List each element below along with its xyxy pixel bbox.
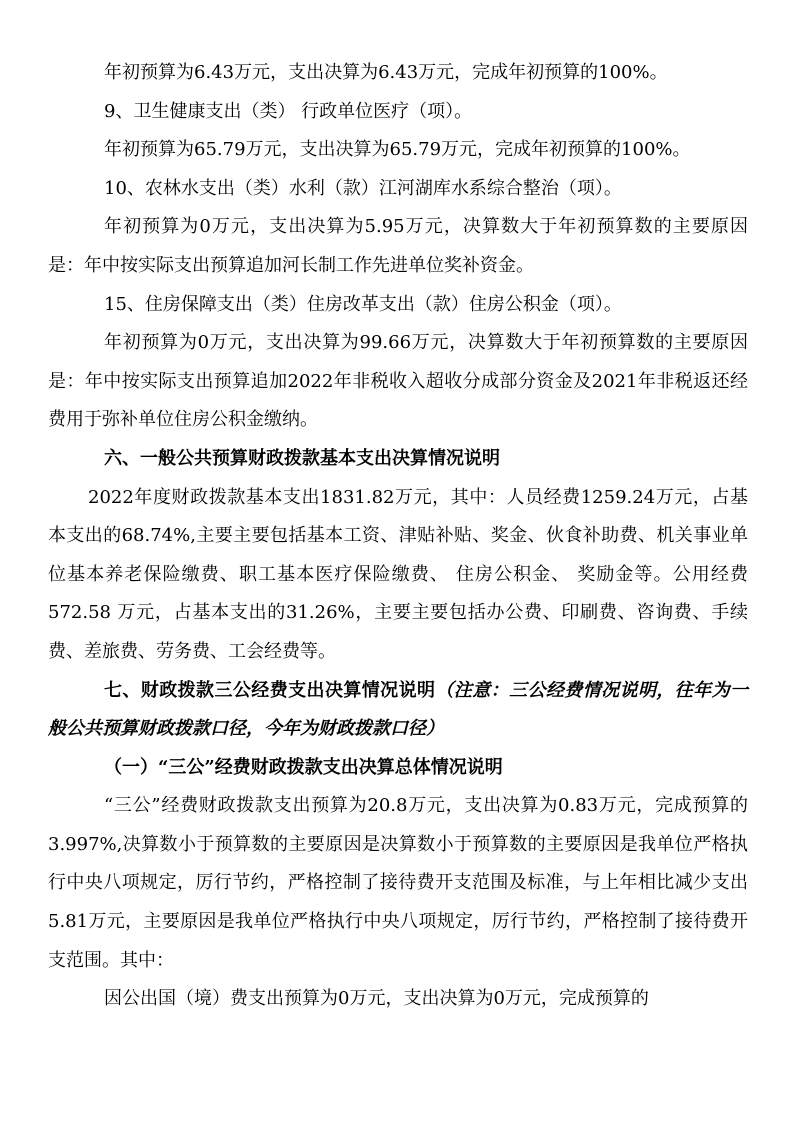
section-heading-6: 六、一般公共预算财政拨款基本支出决算情况说明 [104,447,500,469]
paragraph-overseas-travel: 因公出国（境）费支出预算为0万元，支出决算为0万元，完成预算的 [104,988,649,1010]
paragraph-basic-expenditure: 2022年度财政拨款基本支出1831.82万元，其中：人员经费1259.24万元，占基本支出的68.74%,主要主要包括基本工资、津贴补贴、奖金、伙食补助费、机关事业单位基本养老保险缴费、职工基本医疗保险缴费、 住房公积金、 奖励金等。公用经费572.58 万元，占基本支出的31.26%，主要主要包括办公费、印刷费、咨询费、手续费、差旅费、劳务费、工会经费等。 [48,486,748,662]
section-heading-7 [48,672,748,749]
section-heading-7-note: （注意：三公经费情况说明，往年为一般公共预算财政拨款口径，今年为财政拨款口径） [48,679,749,740]
section-heading-7-title: 七、财政拨款三公经费支出决算情况说明 [104,679,436,701]
paragraph-three-public-overview: “三公”经费财政拨款支出预算为20.8万元，支出决算为0.83万元，完成预算的3.997%,决算数小于预算数的主要原因是决算数小于预算数的主要原因是我单位严格执行中央八项规定，厉行节约，严格控制了接待费开支范围及标准，与上年相比减少支出5.81万元，主要原因是我单位严格执行中央八项规定，厉行节约，严格控制了接待费开支范围。其中： [48,795,748,971]
paragraph-item-10-agriculture-title: 10、农林水支出（类）水利（款）江河湖库水系综合整治（项）。 [104,177,622,199]
sub-heading-three-public-overview: （一）“三公”经费财政拨款支出决算总体情况说明 [104,756,503,778]
paragraph-item-6-basic-health-budget: 年初预算为6.43万元，支出决算为6.43万元，完成年初预算的100%。 [104,62,668,83]
paragraph-item-15-housing-title: 15、住房保障支出（类）住房改革支出（款）住房公积金（项）。 [104,293,622,315]
paragraph-item-15-housing-budget: 年初预算为0万元，支出决算为99.66万元，决算数大于年初预算数的主要原因是：年中按实际支出预算追加2022年非税收入超收分成部分资金及2021年非税返还经费用于弥补单位住房公积金缴纳。 [48,332,748,431]
paragraph-item-9-health-title: 9、卫生健康支出（类） 行政单位医疗（项）。 [104,100,473,122]
paragraph-item-9-health-budget: 年初预算为65.79万元，支出决算为65.79万元，完成年初预算的100%。 [104,139,691,161]
paragraph-item-10-agriculture-budget: 年初预算为0万元，支出决算为5.95万元，决算数大于年初预算数的主要原因是：年中按实际支出预算追加河长制工作先进单位奖补资金。 [48,216,748,276]
document-body [48,54,748,1019]
